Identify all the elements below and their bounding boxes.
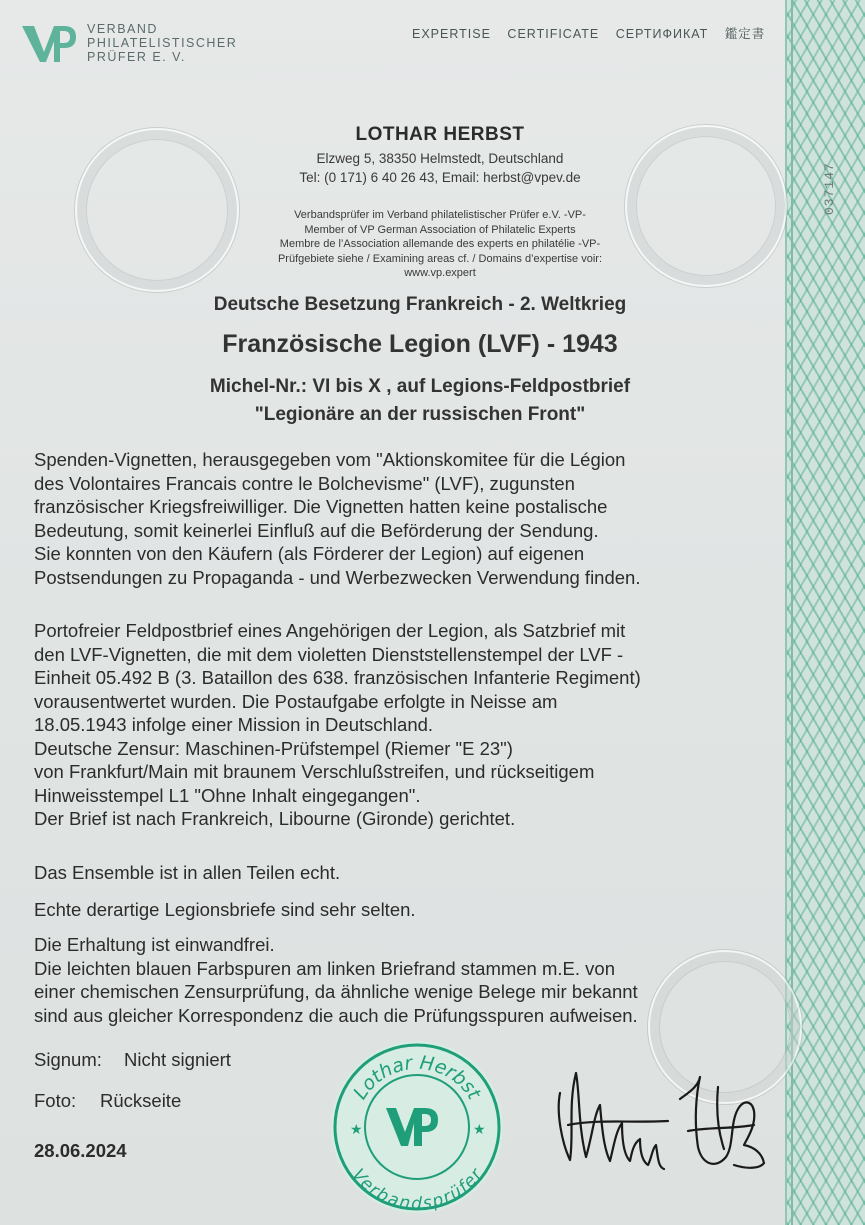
- foto-label: Foto:: [34, 1090, 77, 1111]
- item-title: Französische Legion (LVF) - 1943: [222, 330, 618, 358]
- item-area-heading: Deutsche Besetzung Frankreich - 2. Weltkrieg: [213, 294, 627, 315]
- foto-value: Rückseite: [100, 1090, 182, 1111]
- condition-paragraph: [34, 933, 638, 1027]
- signum-value: Nicht signiert: [124, 1049, 231, 1070]
- catalog-number: Michel-Nr.: VI bis X , auf Legions-Feldpostbrief: [209, 376, 631, 397]
- text-line: einer chemischen Zensurprüfung, da ähnliche wenige Belege mir bekannt: [34, 981, 638, 1002]
- certificate-date: 28.06.2024: [34, 1140, 127, 1161]
- text-line: Postsendungen zu Propaganda - und Werbezwecken Verwendung finden.: [34, 566, 641, 588]
- text-line: Hinweisstempel L1 "Ohne Inhalt eingegangen".: [34, 784, 421, 806]
- org-name-line: PHILATELISTISCHER: [87, 36, 238, 50]
- membership-text: [0, 208, 865, 281]
- text-line: des Volontaires Francais contre le Bolchevisme" (LVF), zugunsten: [34, 472, 575, 494]
- certificate-type-labels: [412, 24, 777, 42]
- stamp-top-text: Lothar Herbst: [349, 1051, 486, 1104]
- cert-type-label: 鑑定書: [724, 27, 766, 41]
- description-paragraph: [34, 448, 640, 589]
- membership-line: Verbandsprüfer im Verband philatelistischer Prüfer e.V. -VP-: [294, 209, 586, 221]
- org-name-line: PRÜFER E. V.: [87, 50, 186, 64]
- vp-stamp-seal: [328, 1038, 506, 1216]
- text-line: Portofreier Feldpostbrief eines Angehörigen der Legion, als Satzbrief mit: [34, 620, 626, 641]
- handwritten-signature: [548, 1065, 770, 1183]
- expert-name: LOTHAR HERBST: [355, 124, 525, 145]
- text-line: den LVF-Vignetten, die mit dem violetten Dienststellenstempel der LVF -: [34, 643, 624, 665]
- cert-type-label: EXPERTISE: [412, 27, 491, 41]
- rarity-statement: Echte derartige Legionsbriefe sind sehr selten.: [34, 899, 416, 920]
- star-icon: ★: [473, 1121, 486, 1137]
- signum-label: Signum:: [34, 1049, 102, 1070]
- text-line: Bedeutung, somit keinerlei Einfluß auf die Beförderung der Sendung.: [34, 519, 599, 541]
- organization-name: [87, 22, 237, 64]
- text-line: 18.05.1943 infolge einer Mission in Deutschland.: [34, 714, 434, 735]
- item-subtitle: "Legionäre an der russischen Front": [254, 404, 586, 425]
- org-name-line: VERBAND: [87, 22, 158, 36]
- text-line: sind aus gleicher Korrespondenz die auch die Prüfungsspuren aufweisen.: [34, 1004, 638, 1026]
- text-line: Sie konnten von den Käufern (als Förderer der Legion) auf eigenen: [34, 543, 585, 564]
- cover-details-paragraph: [34, 619, 641, 831]
- membership-line: Prüfgebiete siehe / Examining areas cf. / Domains d’expertise voir:: [277, 252, 603, 265]
- authenticity-statement: Das Ensemble ist in allen Teilen echt.: [34, 862, 341, 883]
- serial-number: 037147: [822, 162, 837, 215]
- star-icon: ★: [350, 1121, 363, 1137]
- cert-type-label: CERTIFICATE: [507, 27, 600, 41]
- text-line: Der Brief ist nach Frankreich, Libourne (Gironde) gerichtet.: [34, 808, 516, 829]
- text-line: Die Erhaltung ist einwandfrei.: [34, 934, 275, 955]
- membership-line: Member of VP German Association of Philatelic Experts: [304, 223, 576, 236]
- text-line: von Frankfurt/Main mit braunem Verschlußstreifen, und rückseitigem: [34, 761, 595, 782]
- website-link[interactable]: www.vp.expert: [404, 267, 476, 279]
- expert-contact: Tel: (0 171) 6 40 26 43, Email: herbst@vpev.de: [299, 170, 581, 185]
- text-line: Einheit 05.492 B (3. Bataillon des 638. französischen Infanterie Regiment): [34, 667, 641, 688]
- stamp-bottom-text: Verbandsprüfer: [347, 1165, 487, 1215]
- text-line: Spenden-Vignetten, herausgegeben vom "Aktionskomitee für die Légion: [34, 449, 626, 470]
- membership-line: Membre de l’Association allemande des experts en philatélie -VP-: [279, 238, 601, 250]
- vp-logo-icon: [20, 22, 76, 66]
- cert-type-label: СЕРТИФИКАТ: [615, 27, 709, 41]
- text-line: Die leichten blauen Farbspuren am linken Briefrand stammen m.E. von: [34, 957, 615, 979]
- text-line: französischer Kriegsfreiwilliger. Die Vignetten hatten keine postalische: [34, 496, 608, 517]
- text-line: vorausentwertet wurden. Die Postaufgabe erfolgte in Neisse am: [34, 690, 558, 712]
- text-line: Deutsche Zensur: Maschinen-Prüfstempel (Riemer "E 23"): [34, 737, 513, 759]
- expert-address: Elzweg 5, 38350 Helmstedt, Deutschland: [316, 151, 564, 166]
